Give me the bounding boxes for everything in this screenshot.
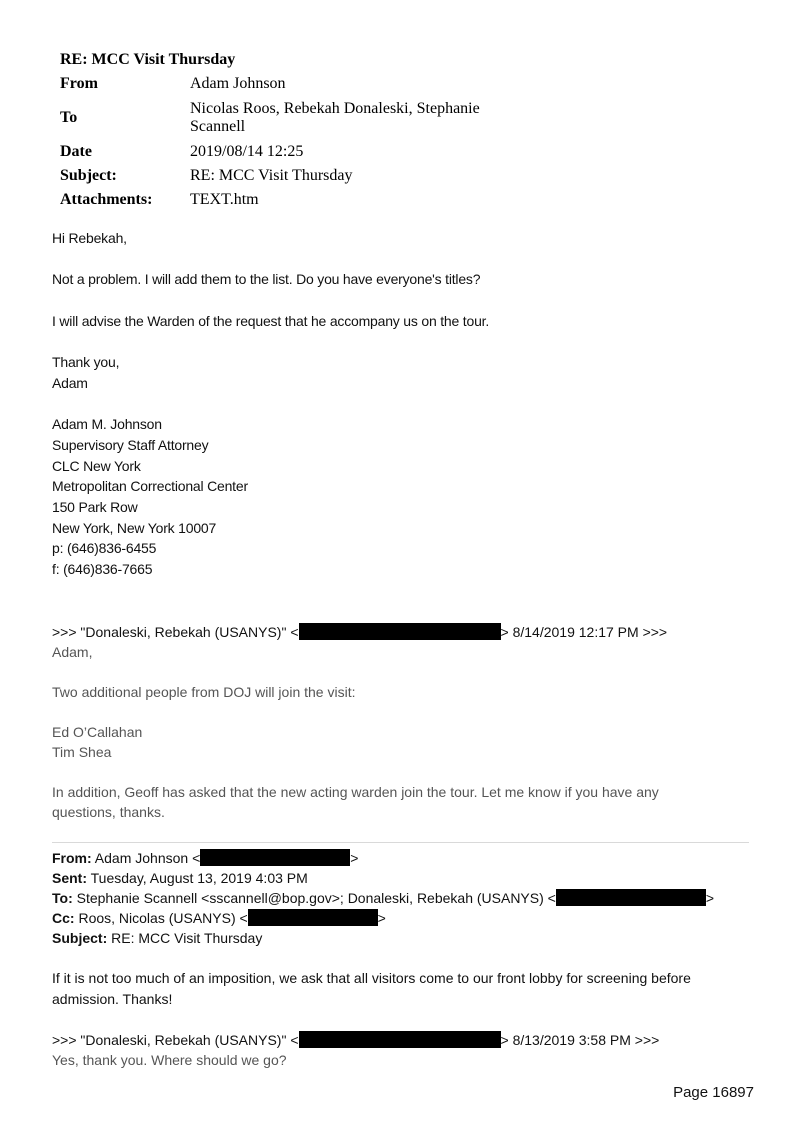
attachments-value: TEXT.htm — [190, 191, 259, 208]
fwd-to-value: Stephanie Scannell <sscannell@bop.gov>; Donaleski, Rebekah (USANYS) < — [76, 890, 556, 906]
quote2-prefix: >>> "Donaleski, Rebekah (USANYS)" < — [52, 1031, 299, 1048]
from-label: From — [60, 75, 98, 92]
fwd-cc-value: Roos, Nicolas (USANYS) < — [78, 910, 248, 926]
fwd-subject-label: Subject: — [52, 930, 108, 946]
fwd-cc-row — [52, 908, 772, 928]
signature-line: 150 Park Row — [52, 498, 138, 515]
fwd-body-line-1: If it is not too much of an imposition, we ask that all visitors come to our front lobby for screening before — [52, 970, 691, 986]
email-title: RE: MCC Visit Thursday — [60, 51, 236, 68]
fwd-from-label: From: — [52, 850, 92, 866]
fwd-to-row — [52, 888, 772, 908]
quoted-message-1 — [52, 622, 752, 822]
reply-body — [52, 228, 752, 580]
fwd-sent-row — [52, 868, 772, 888]
signature-line: CLC New York — [52, 457, 141, 474]
fwd-to-label: To: — [52, 890, 73, 906]
signature-line: Metropolitan Correctional Center — [52, 478, 248, 495]
quote-name-2: Tim Shea — [52, 744, 112, 760]
divider — [52, 842, 749, 843]
fwd-sent-label: Sent: — [52, 870, 87, 886]
fwd-subject-value: RE: MCC Visit Thursday — [111, 930, 263, 946]
to-label: To — [60, 109, 78, 126]
quote-paragraph-2-line-1: In addition, Geoff has asked that the new acting warden join the tour. Let me know if you have any — [52, 784, 659, 800]
signature-line: New York, New York 10007 — [52, 519, 217, 536]
attachments-label: Attachments: — [60, 191, 153, 208]
fwd-cc-label: Cc: — [52, 910, 75, 926]
quote-header-1 — [52, 622, 752, 642]
fwd-from-value: Adam Johnson < — [94, 850, 201, 866]
quote-suffix: > 8/14/2019 12:17 PM >>> — [500, 624, 668, 640]
to-value-line1: Nicolas Roos, Rebekah Donaleski, Stephanie — [190, 100, 480, 117]
fwd-from-end: > — [350, 850, 359, 866]
subject-value: RE: MCC Visit Thursday — [190, 167, 353, 184]
quote-paragraph-2-line-2: questions, thanks. — [52, 804, 165, 820]
quote-name-1: Ed O’Callahan — [52, 724, 143, 740]
greeting: Hi Rebekah, — [52, 230, 127, 246]
signature-line: Adam M. Johnson — [52, 416, 162, 433]
signature-line: f: (646)836-7665 — [52, 561, 153, 577]
to-value — [190, 96, 520, 140]
forwarded-body — [52, 968, 772, 1071]
signature-line: p: (646)836-6455 — [52, 540, 157, 557]
redaction-box — [299, 623, 501, 640]
fwd-body-line-2: admission. Thanks! — [52, 990, 173, 1007]
reply-paragraph-2: I will advise the Warden of the request that he accompany us on the tour. — [52, 312, 490, 329]
forwarded-header — [52, 848, 772, 948]
fwd-sent-value: Tuesday, August 13, 2019 4:03 PM — [90, 870, 308, 886]
quote-header-2 — [52, 1030, 772, 1051]
quote-paragraph-1: Two additional people from DOJ will join the visit: — [52, 684, 356, 700]
page-number: Page 16897 — [673, 1084, 754, 1101]
date-label: Date — [60, 143, 92, 160]
closing: Thank you, — [52, 354, 120, 371]
sender-name: Adam — [52, 374, 88, 391]
quote-greeting: Adam, — [52, 644, 93, 660]
date-value: 2019/08/14 12:25 — [190, 143, 304, 160]
redaction-box — [248, 909, 378, 926]
fwd-from-row — [52, 848, 772, 868]
fwd-subject-row — [52, 928, 772, 948]
subject-label: Subject: — [60, 167, 117, 184]
redaction-box — [556, 889, 706, 906]
signature-line: Supervisory Staff Attorney — [52, 436, 209, 453]
reply-paragraph-1: Not a problem. I will add them to the list. Do you have everyone's titles? — [52, 271, 481, 288]
fwd-to-end: > — [705, 890, 715, 906]
email-header-table — [56, 48, 520, 212]
redaction-box — [299, 1031, 501, 1048]
quote2-suffix: > 8/13/2019 3:58 PM >>> — [500, 1031, 660, 1048]
from-value: Adam Johnson — [190, 75, 286, 92]
fwd-cc-end: > — [377, 910, 386, 926]
quote-prefix: >>> "Donaleski, Rebekah (USANYS)" < — [52, 624, 299, 640]
redaction-box — [200, 849, 350, 866]
quote2-reply: Yes, thank you. Where should we go? — [52, 1052, 287, 1068]
to-value-line2: Scannell — [190, 118, 246, 135]
